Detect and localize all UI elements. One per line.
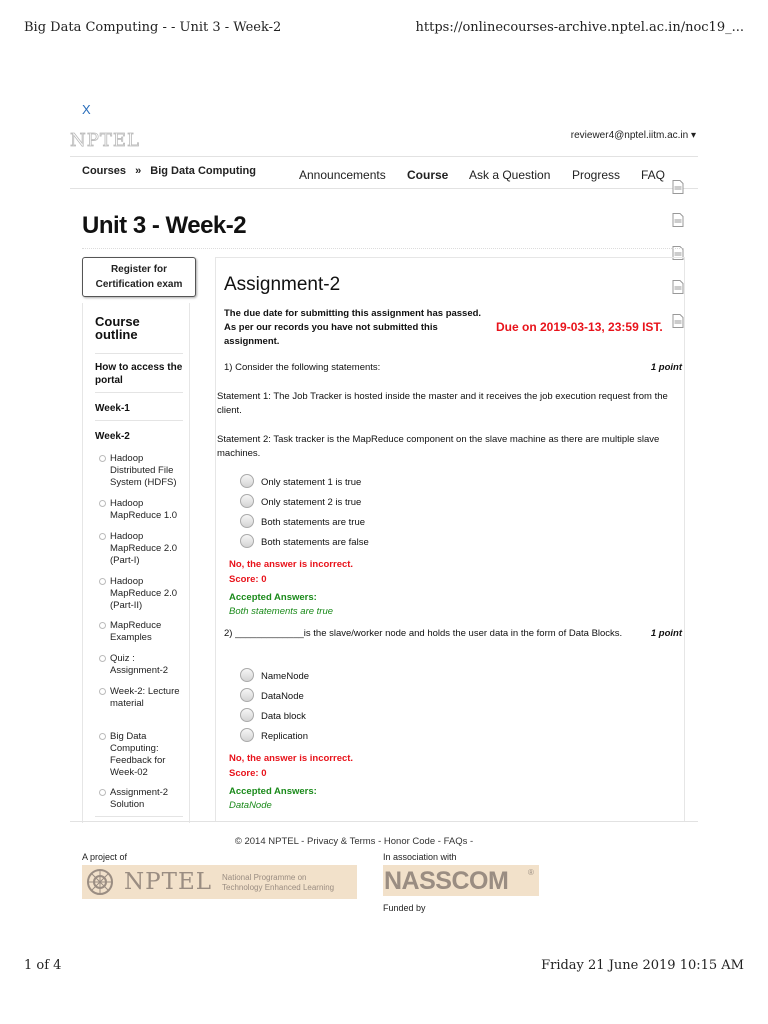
- question-statement-2: Statement 2: Task tracker is the MapReduce component on the slave machine as there are multiple slave machines.: [217, 434, 660, 459]
- pdf-icon[interactable]: [672, 213, 684, 227]
- nav-announcements[interactable]: Announcements: [299, 168, 386, 182]
- page-title: Unit 3 - Week-2: [82, 212, 247, 239]
- nptel-emblem-icon: [86, 868, 114, 896]
- circle-icon: [99, 500, 106, 507]
- outline-item-label: Hadoop MapReduce 1.0: [110, 498, 178, 521]
- nasscom-logo-text: NASSCOM: [384, 867, 509, 895]
- nptel-banner-subtitle-line2: Technology Enhanced Learning: [222, 883, 335, 892]
- accepted-answer: DataNode: [229, 800, 272, 811]
- outline-divider: [95, 420, 183, 421]
- breadcrumb-separator: »: [135, 165, 142, 177]
- answer-feedback: No, the answer is incorrect.: [229, 753, 354, 764]
- nptel-logo[interactable]: [70, 130, 144, 150]
- close-link[interactable]: X: [82, 102, 91, 117]
- print-page-title: Big Data Computing - - Unit 3 - Week-2: [24, 20, 282, 35]
- question-points: 1 point: [650, 628, 682, 639]
- question-text: 2) _____________is the slave/worker node and holds the user data in the form of Data Blocks.: [224, 628, 623, 639]
- nasscom-logo[interactable]: [383, 865, 539, 896]
- register-button-line2: Certification exam: [95, 279, 183, 290]
- print-page-number: 1 of 4: [24, 958, 62, 973]
- footer-divider: [70, 821, 698, 822]
- nptel-banner-title: NPTEL: [124, 869, 213, 895]
- course-outline-title-line2: outline: [95, 327, 138, 342]
- answer-option-label: DataNode: [261, 691, 304, 702]
- outline-divider: [95, 353, 183, 354]
- breadcrumb-course[interactable]: Big Data Computing: [150, 165, 256, 177]
- nav-course[interactable]: Course: [407, 168, 449, 182]
- radio-button[interactable]: [240, 474, 254, 488]
- circle-icon: [99, 455, 106, 462]
- course-outline: [82, 303, 190, 823]
- question-score: Score: 0: [229, 768, 267, 779]
- circle-icon: [99, 533, 106, 540]
- nptel-banner-subtitle: [222, 873, 334, 893]
- outline-divider: [95, 392, 183, 393]
- radio-button[interactable]: [240, 534, 254, 548]
- outline-item-label: Week-2: Lecture material: [110, 686, 180, 709]
- nptel-logo-graphic: [70, 130, 144, 150]
- print-header: [24, 20, 744, 40]
- accepted-answer: Both statements are true: [229, 606, 334, 617]
- association-label: In association with: [383, 852, 457, 862]
- circle-icon: [99, 622, 106, 629]
- funded-by-label: Funded by: [383, 903, 426, 913]
- print-datetime: Friday 21 June 2019 10:15 AM: [541, 958, 744, 973]
- footer-links: © 2014 NPTEL - Privacy & Terms - Honor Code - FAQs -: [234, 836, 474, 847]
- outline-link-how-to-access[interactable]: How to access the portal: [95, 362, 183, 386]
- breadcrumb: [82, 165, 262, 177]
- print-page-url: https://onlinecourses-archive.nptel.ac.in/noc19_...: [415, 20, 744, 35]
- due-date-message-line2: As per our records you have not submitted this assignment.: [224, 322, 438, 347]
- course-outline-title: [95, 315, 140, 341]
- nptel-banner-subtitle-line1: National Programme on: [222, 873, 307, 882]
- circle-icon: [99, 733, 106, 740]
- due-date-message: [224, 307, 494, 349]
- outline-item-label: Big Data Computing: Feedback for Week-02: [110, 731, 166, 778]
- breadcrumb-courses[interactable]: Courses: [82, 165, 127, 177]
- due-date-message-line1: The due date for submitting this assignment has passed.: [224, 308, 482, 319]
- register-certification-button[interactable]: [82, 257, 196, 297]
- copyright-text: © 2014 NPTEL: [234, 836, 299, 847]
- outline-item-label: Quiz : Assignment-2: [110, 653, 169, 676]
- outline-item-label: Hadoop MapReduce 2.0 (Part-I): [110, 531, 178, 566]
- nav-divider: [70, 188, 698, 189]
- answer-option-label: Both statements are false: [261, 537, 369, 548]
- title-divider: [82, 248, 684, 249]
- answer-option-label: Replication: [261, 731, 308, 742]
- answer-option-label: Both statements are true: [261, 517, 366, 528]
- outline-item-label: Hadoop Distributed File System (HDFS): [110, 453, 177, 488]
- outline-link-week-1[interactable]: Week-1: [95, 403, 130, 414]
- privacy-link[interactable]: Privacy & Terms: [306, 836, 376, 847]
- outline-link-week-2[interactable]: Week-2: [95, 431, 130, 442]
- question-statement-1: Statement 1: The Job Tracker is hosted inside the master and it receives the job execution request from the client.: [217, 391, 668, 416]
- radio-button[interactable]: [240, 668, 254, 682]
- course-outline-title-line1: Course: [95, 314, 140, 329]
- nav-faq[interactable]: FAQ: [641, 168, 666, 182]
- question-text: 1) Consider the following statements:: [224, 362, 381, 373]
- question-header: [224, 362, 684, 373]
- circle-icon: [99, 578, 106, 585]
- answer-feedback: No, the answer is incorrect.: [229, 559, 354, 570]
- nptel-banner-logo[interactable]: [82, 865, 357, 899]
- question-points: 1 point: [650, 362, 682, 373]
- registered-mark: ®: [528, 868, 534, 877]
- circle-icon: [99, 655, 106, 662]
- radio-button[interactable]: [240, 514, 254, 528]
- nptel-logo-text: NPTEL: [70, 130, 140, 150]
- radio-button[interactable]: [240, 728, 254, 742]
- outline-divider: [95, 816, 183, 817]
- radio-button[interactable]: [240, 708, 254, 722]
- outline-item-label: Hadoop MapReduce 2.0 (Part-II): [110, 576, 178, 611]
- circle-icon: [99, 789, 106, 796]
- radio-button[interactable]: [240, 688, 254, 702]
- header-divider: [70, 156, 698, 157]
- nav-progress[interactable]: Progress: [572, 168, 621, 182]
- user-menu[interactable]: reviewer4@nptel.iitm.ac.in ▾: [570, 130, 696, 141]
- answer-option-label: Data block: [261, 711, 306, 722]
- circle-icon: [99, 688, 106, 695]
- question-score: Score: 0: [229, 574, 267, 585]
- radio-button[interactable]: [240, 494, 254, 508]
- assignment-title: Assignment-2: [224, 274, 341, 295]
- accepted-answers-label: Accepted Answers:: [229, 786, 317, 797]
- answer-option-label: NameNode: [261, 671, 310, 682]
- pdf-icon[interactable]: [672, 180, 684, 194]
- answer-option-label: Only statement 2 is true: [261, 497, 362, 508]
- outline-item-label: MapReduce Examples: [110, 620, 162, 643]
- register-button-line1: Register for: [110, 264, 168, 275]
- faqs-link[interactable]: FAQs: [443, 836, 468, 847]
- outline-item-label: Assignment-2 Solution: [110, 787, 169, 810]
- print-footer: [24, 958, 744, 978]
- honor-code-link[interactable]: Honor Code: [383, 836, 436, 847]
- project-of-label: A project of: [82, 852, 128, 862]
- nav-ask-question[interactable]: Ask a Question: [469, 168, 551, 182]
- due-date: Due on 2019-03-13, 23:59 IST.: [496, 320, 663, 334]
- answer-option-label: Only statement 1 is true: [261, 477, 362, 488]
- accepted-answers-label: Accepted Answers:: [229, 592, 317, 603]
